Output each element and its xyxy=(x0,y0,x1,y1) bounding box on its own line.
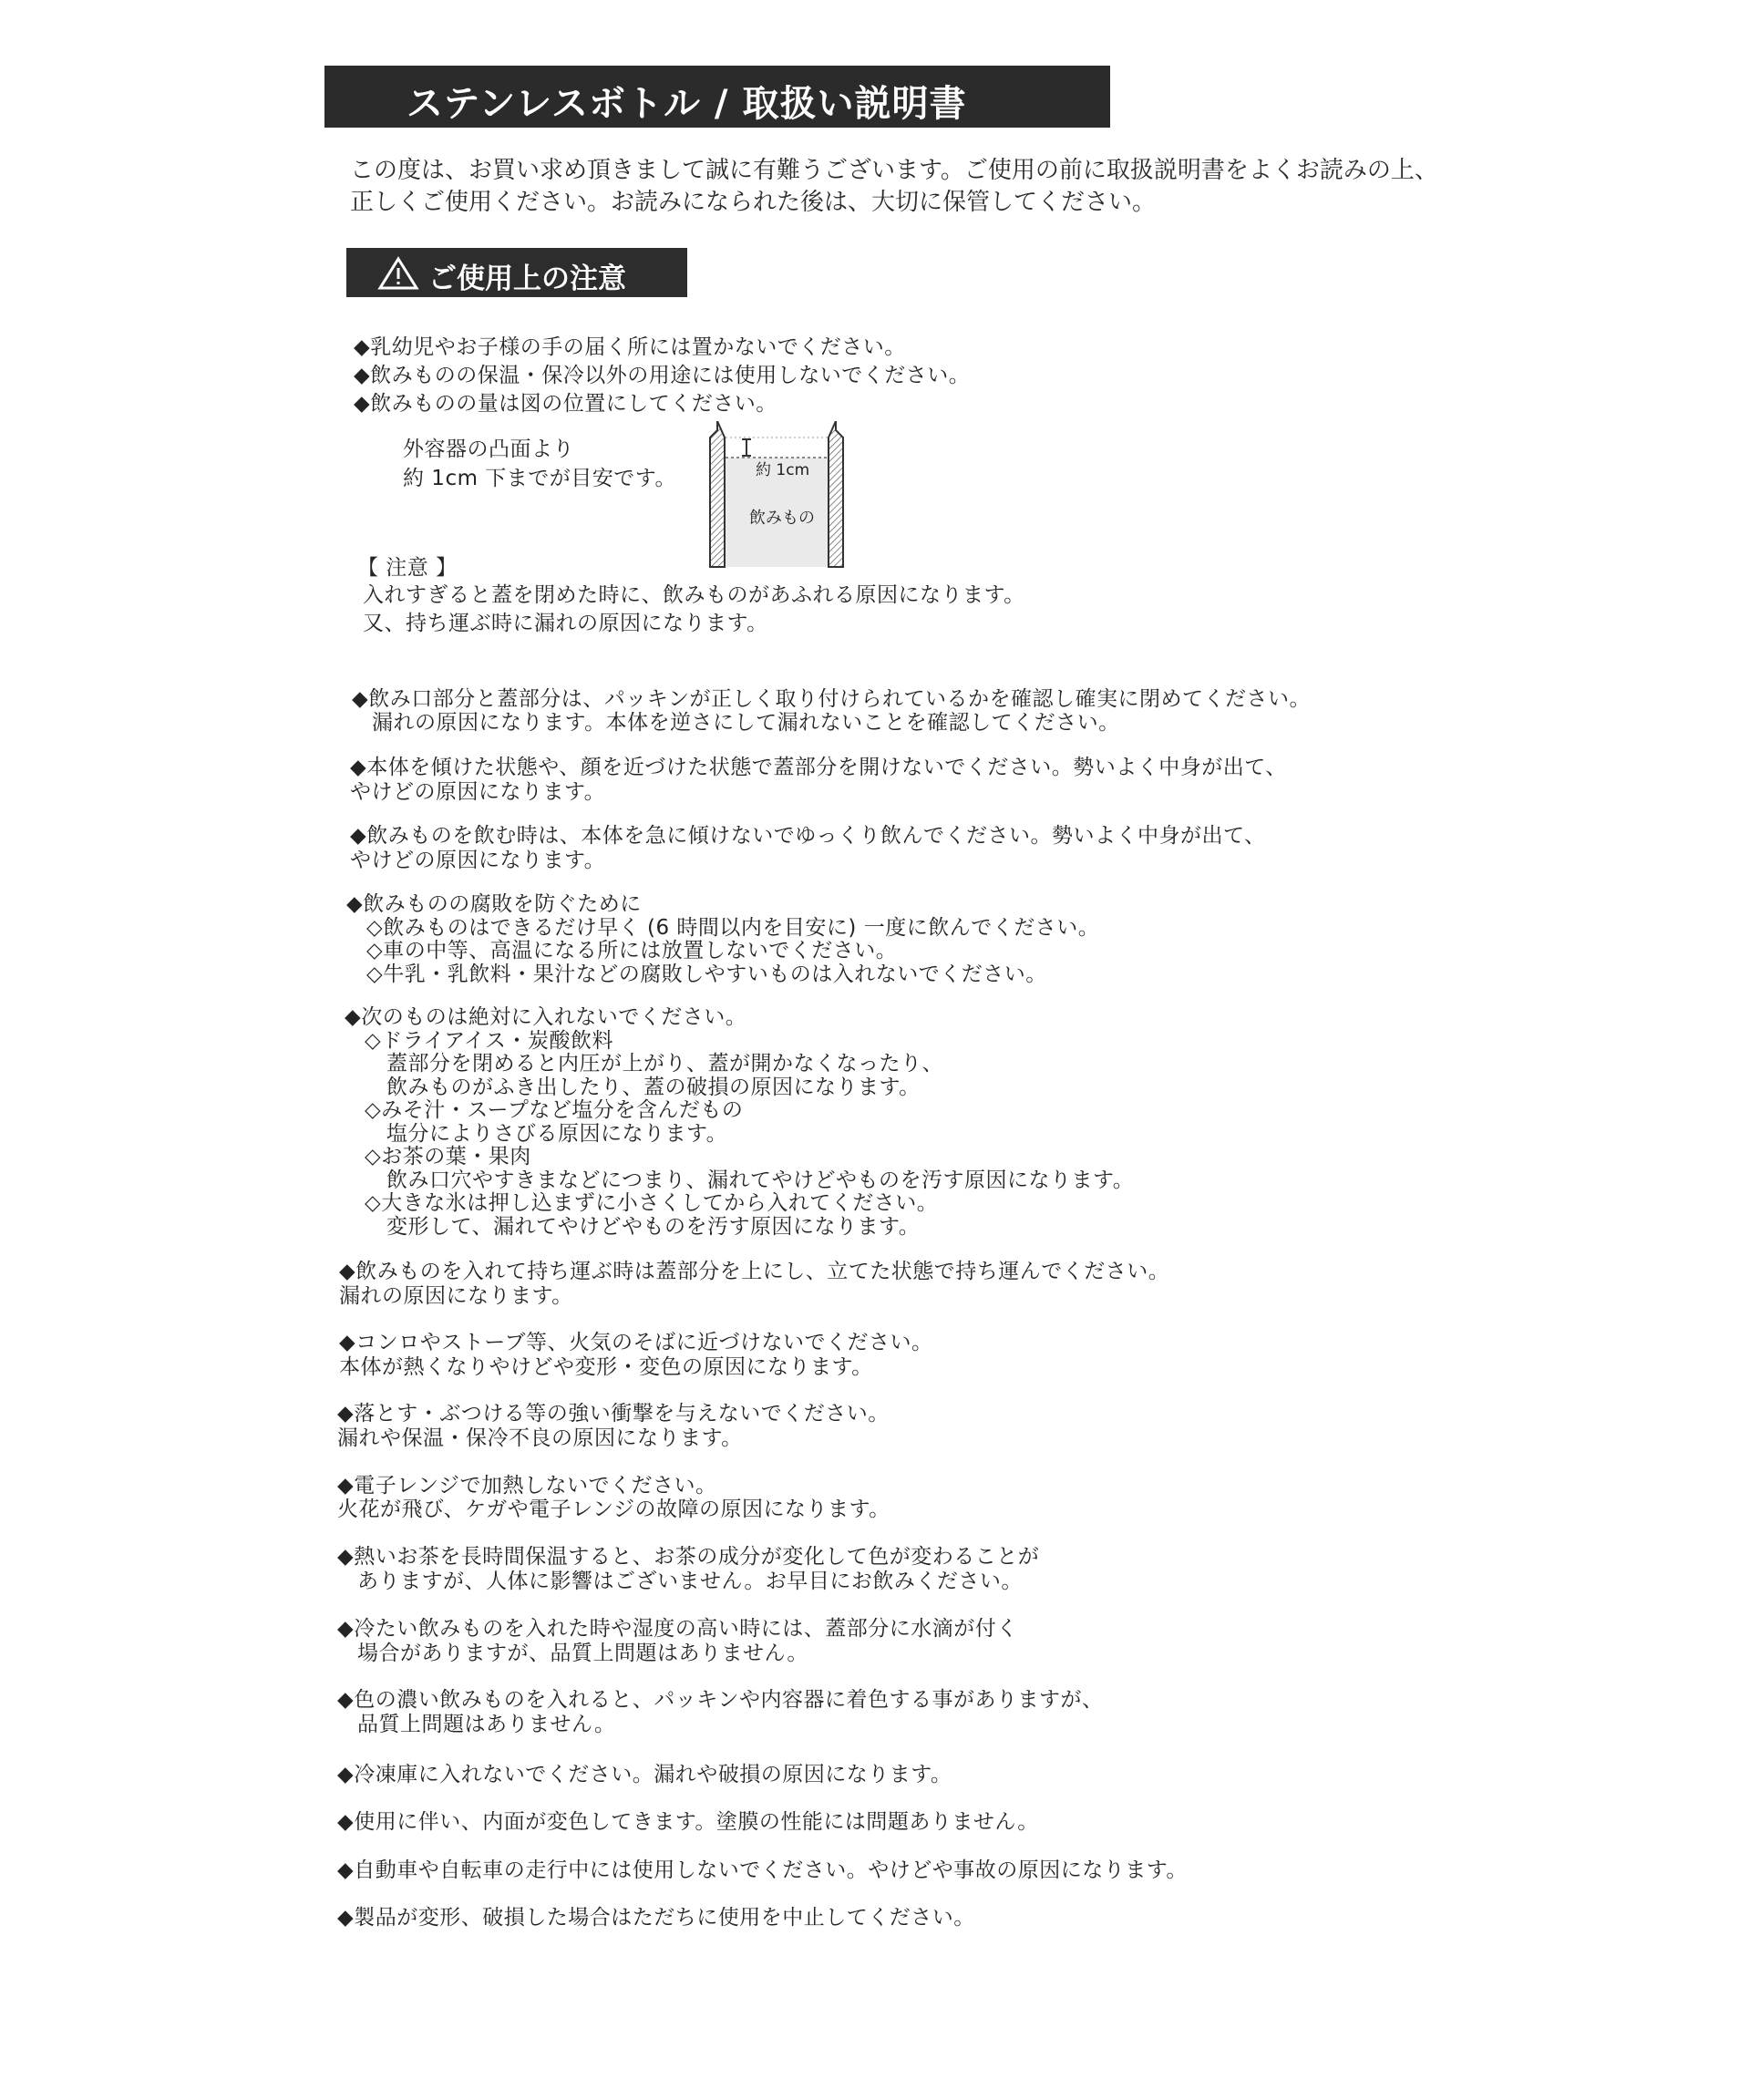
caution-item: ◆飲みものの腐敗を防ぐために xyxy=(346,892,642,916)
caution-sub-item: ◇飲みものはできるだけ早く (6 時間以内を目安に) 一度に飲んでください。 xyxy=(366,916,1100,940)
caution-detail: 本体が熱くなりやけどや変形・変色の原因になります。 xyxy=(339,1355,873,1379)
caution-item: ◆色の濃い飲みものを入れると、パッキンや内容器に着色する事がありますが、 xyxy=(337,1688,1104,1712)
caution-item: ◆製品が変形、破損した場合はただちに使用を中止してください。 xyxy=(337,1906,975,1930)
caution-sub-item: ◇車の中等、高温になる所には放置しないでください。 xyxy=(366,939,898,962)
caution-detail: 品質上問題はありません。 xyxy=(357,1713,616,1736)
caution-detail: 飲み口穴やすきまなどにつまり、漏れてやけどやものを汚す原因になります。 xyxy=(386,1168,1135,1192)
note-line: 又、持ち運ぶ時に漏れの原因になります。 xyxy=(363,612,768,635)
caution-detail: 漏れの原因になります。本体を逆さにして漏れないことを確認してください。 xyxy=(372,711,1120,735)
caution-detail: 飲みものがふき出したり、蓋の破損の原因になります。 xyxy=(386,1076,921,1099)
caution-detail: 漏れや保温・保冷不良の原因になります。 xyxy=(337,1426,743,1450)
caution-item: ◆飲みものを飲む時は、本体を急に傾けないでゆっくり飲んでください。勢いよく中身が出て、 xyxy=(350,824,1266,848)
caution-item: ◆飲みものの保温・保冷以外の用途には使用しないでください。 xyxy=(354,364,971,387)
diagram-caption: 約 1cm 下までが目安です。 xyxy=(403,467,676,490)
caution-detail: やけどの原因になります。 xyxy=(350,849,606,872)
caution-item: ◆落とす・ぶつける等の強い衝撃を与えないでください。 xyxy=(337,1402,890,1426)
caution-sub-item: ◇お茶の葉・果肉 xyxy=(365,1145,531,1168)
caution-sub-item: ◇みそ汁・スープなど塩分を含んだもの xyxy=(365,1098,744,1122)
caution-detail: 火花が飛び、ケガや電子レンジの故障の原因になります。 xyxy=(337,1498,890,1521)
warning-icon xyxy=(377,256,419,291)
caution-item: ◆熱いお茶を長時間保温すると、お茶の成分が変化して色が変わることが xyxy=(337,1545,1040,1569)
caution-detail: 蓋部分を閉めると内圧が上がり、蓋が開かなくなったり、 xyxy=(386,1052,943,1076)
caution-item: ◆飲みものを入れて持ち運ぶ時は蓋部分を上にし、立てた状態で持ち運んでください。 xyxy=(339,1260,1170,1283)
caution-item: ◆電子レンジで加熱しないでください。 xyxy=(337,1474,717,1498)
content-label: 飲みもの xyxy=(749,509,815,528)
section-header xyxy=(346,248,687,297)
caution-detail: 変形して、漏れてやけどやものを汚す原因になります。 xyxy=(386,1215,921,1239)
caution-item: ◆飲みものの量は図の位置にしてください。 xyxy=(354,392,777,416)
bottle-fill-diagram xyxy=(708,421,845,572)
caution-detail: ありますが、人体に影響はございません。お早目にお飲みください。 xyxy=(357,1570,1023,1593)
caution-item: ◆冷たい飲みものを入れた時や湿度の高い時には、蓋部分に水滴が付く xyxy=(337,1617,1018,1641)
caution-item: ◆次のものは絶対に入れないでください。 xyxy=(345,1005,747,1029)
caution-item: ◆自動車や自転車の走行中には使用しないでください。やけどや事故の原因になります。 xyxy=(337,1858,1188,1882)
caution-item: ◆乳幼児やお子様の手の届く所には置かないでください。 xyxy=(354,335,906,359)
diagram-caption: 外容器の凸面より xyxy=(403,438,574,461)
caution-detail: 漏れの原因になります。 xyxy=(339,1284,573,1308)
note-line: 入れすぎると蓋を閉めた時に、飲みものがあふれる原因になります。 xyxy=(363,583,1025,607)
document-title-bar xyxy=(324,66,1110,128)
caution-item: ◆飲み口部分と蓋部分は、パッキンが正しく取り付けられているかを確認し確実に閉めてください。 xyxy=(352,687,1311,711)
document-title: ステンレスボトル / 取扱い説明書 xyxy=(407,83,967,125)
caution-sub-item: ◇大きな氷は押し込まずに小さくしてから入れてください。 xyxy=(365,1191,939,1215)
caution-item: ◆コンロやストーブ等、火気のそばに近づけないでください。 xyxy=(339,1331,933,1354)
bottle-cross-section xyxy=(708,421,845,569)
section-title: ご使用上の注意 xyxy=(428,262,626,295)
intro-line-2: 正しくご使用ください。お読みになられた後は、大切に保管してください。 xyxy=(350,189,1157,216)
measure-label: 約 1cm xyxy=(756,461,810,479)
caution-detail: 場合がありますが、品質上問題はありません。 xyxy=(357,1642,808,1665)
caution-sub-item: ◇牛乳・乳飲料・果汁などの腐敗しやすいものは入れないでください。 xyxy=(366,962,1047,986)
caution-detail: やけどの原因になります。 xyxy=(350,780,606,804)
intro-line-1: この度は、お買い求め頂きまして誠に有難うございます。ご使用の前に取扱説明書をよくお読みの上、 xyxy=(350,157,1438,184)
caution-item: ◆使用に伴い、内面が変色してきます。塗膜の性能には問題ありません。 xyxy=(337,1810,1039,1834)
note-heading: 【 注意 】 xyxy=(357,556,458,580)
caution-item: ◆本体を傾けた状態や、顔を近づけた状態で蓋部分を開けないでください。勢いよく中身が出て、 xyxy=(350,756,1287,779)
caution-sub-item: ◇ドライアイス・炭酸飲料 xyxy=(365,1029,614,1053)
caution-detail: 塩分によりさびる原因になります。 xyxy=(386,1122,728,1146)
caution-item: ◆冷凍庫に入れないでください。漏れや破損の原因になります。 xyxy=(337,1763,952,1786)
